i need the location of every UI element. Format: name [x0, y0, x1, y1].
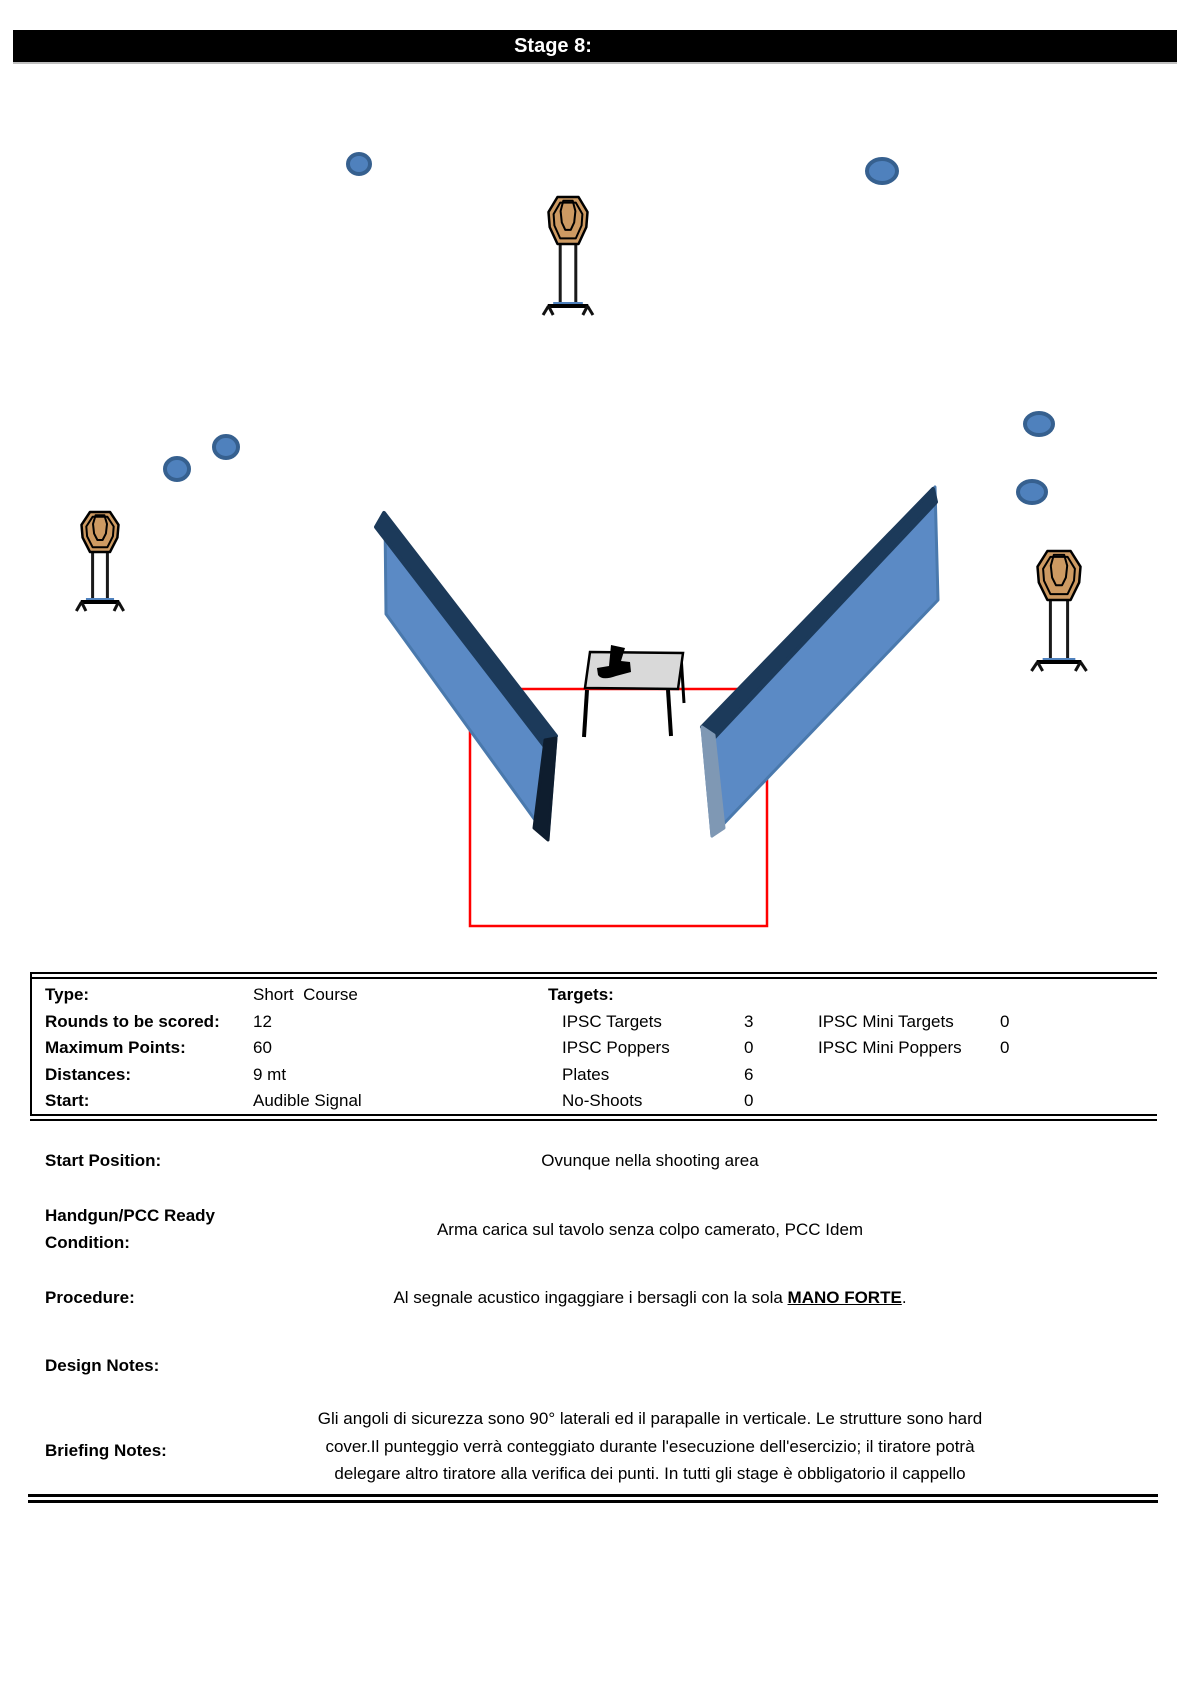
- procedure-value: [240, 1287, 1060, 1308]
- briefing-notes-line: Gli angoli di sicurezza sono 90° laterali ed il parapalle in verticale. Le strutture sono hard: [317, 1409, 983, 1428]
- table-leg: [668, 690, 671, 736]
- wall-left: [376, 513, 556, 840]
- target-count: 0: [1000, 1012, 1010, 1031]
- target-type-label: IPSC Targets: [562, 1012, 662, 1031]
- page-title: Stage 8:: [514, 35, 592, 57]
- ready-condition-label: Condition:: [45, 1233, 130, 1252]
- info-label: Distances:: [45, 1065, 131, 1084]
- wall-right: [702, 487, 938, 836]
- start-position-value: Ovunque nella shooting area: [541, 1151, 759, 1170]
- table-border-top: [30, 972, 1157, 979]
- info-value: 60: [253, 1038, 272, 1057]
- target-type-label: IPSC Mini Targets: [818, 1012, 954, 1031]
- ipsc-paper-target: [543, 197, 593, 315]
- start-position-label: Start Position:: [45, 1151, 162, 1170]
- target-count: 0: [744, 1038, 754, 1057]
- briefing-notes-label: Briefing Notes:: [45, 1441, 167, 1460]
- table-border-bottom: [28, 1494, 1158, 1503]
- procedure-suffix: .: [901, 1288, 907, 1307]
- target-count: 0: [1000, 1038, 1010, 1057]
- start-table: [584, 645, 684, 737]
- briefing-notes-line: delegare altro tiratore alla verifica dei punti. In tutti gli stage è obbligatorio il cappello: [334, 1464, 966, 1483]
- info-value: 12: [253, 1012, 272, 1031]
- info-value: 9 mt: [253, 1065, 287, 1084]
- info-value: Short Course: [253, 985, 358, 1004]
- briefing-notes-line: cover.Il punteggio verrà conteggiato durante l'esecuzione dell'esercizio; il tiratore potrà: [325, 1437, 975, 1456]
- plate-target: [867, 159, 897, 183]
- target-type-label: Plates: [562, 1065, 610, 1084]
- info-label: Maximum Points:: [45, 1038, 186, 1057]
- target-count: 0: [744, 1091, 754, 1110]
- design-notes-label: Design Notes:: [45, 1356, 160, 1375]
- target-count: 3: [744, 1012, 754, 1031]
- ipsc-paper-target: [1031, 551, 1086, 671]
- plate-target: [165, 458, 189, 480]
- info-label: Type:: [45, 985, 90, 1004]
- plate-target: [214, 436, 238, 458]
- table-leg: [584, 690, 587, 737]
- target-count: 6: [744, 1065, 754, 1084]
- plate-target: [348, 154, 370, 174]
- target-type-label: IPSC Poppers: [562, 1038, 670, 1057]
- plate-target: [1025, 413, 1053, 435]
- procedure-emphasis: MANO FORTE: [787, 1288, 902, 1307]
- info-label: Rounds to be scored:: [45, 1012, 220, 1031]
- target-type-label: No-Shoots: [562, 1091, 643, 1110]
- ready-condition-value: Arma carica sul tavolo senza colpo camerato, PCC Idem: [436, 1220, 864, 1239]
- procedure-label: Procedure:: [45, 1288, 135, 1307]
- info-value: Audible Signal: [253, 1091, 362, 1110]
- ipsc-paper-target: [76, 512, 123, 611]
- ready-condition-label: Handgun/PCC Ready: [45, 1206, 216, 1225]
- table-border-left: [30, 974, 32, 1116]
- plate-target: [1018, 481, 1046, 503]
- targets-header: Targets:: [548, 985, 614, 1004]
- target-type-label: IPSC Mini Poppers: [818, 1038, 962, 1057]
- table-border-middle: [30, 1114, 1157, 1121]
- info-label: Start:: [45, 1091, 90, 1110]
- procedure-text: Al segnale acustico ingaggiare i bersagli con la sola: [393, 1288, 788, 1307]
